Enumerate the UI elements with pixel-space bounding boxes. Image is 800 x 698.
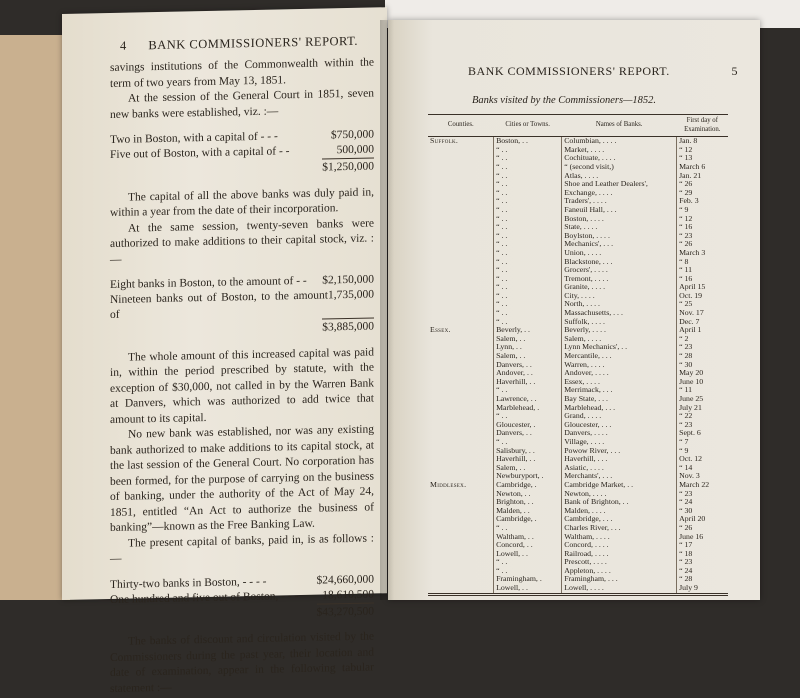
- exam-date-cell: “ 16: [677, 223, 728, 232]
- bank-name-cell: Lynn Mechanics', . .: [562, 343, 677, 352]
- county-cell: [428, 412, 494, 421]
- bank-name-cell: “ (second visit,): [562, 163, 677, 172]
- present-capital-amount: $24,660,000: [316, 572, 374, 587]
- present-capital-label: One hundred and five out of Boston, - - -: [110, 589, 299, 606]
- bank-name-cell: Merchants', . . .: [562, 472, 677, 481]
- bank-name-cell: Essex, . . . .: [562, 378, 677, 387]
- county-cell: [428, 258, 494, 267]
- city-cell: “ . .: [494, 154, 562, 163]
- county-cell: [428, 438, 494, 447]
- exam-date-cell: Sept. 6: [677, 429, 728, 438]
- city-cell: “ . .: [494, 318, 562, 327]
- exam-date-cell: “ 11: [677, 386, 728, 395]
- new-banks-label: Two in Boston, with a capital of - - -: [110, 130, 278, 146]
- bank-name-cell: Railroad, . . . .: [562, 550, 677, 559]
- exam-date-cell: “ 11: [677, 266, 728, 275]
- city-cell: Salisbury, . .: [494, 447, 562, 456]
- county-cell: [428, 300, 494, 309]
- banks-table-body: [428, 137, 728, 594]
- city-cell: “ . .: [494, 232, 562, 241]
- bank-name-cell: Malden, . . . .: [562, 507, 677, 516]
- exam-date-cell: Oct. 19: [677, 292, 728, 301]
- bank-name-cell: Mechanics', . . .: [562, 240, 677, 249]
- right-head-title: BANK COMMISSIONERS' REPORT.: [468, 64, 670, 78]
- present-capital-list: [110, 572, 374, 625]
- bank-name-cell: Powow River, . . .: [562, 447, 677, 456]
- bank-name-cell: Salem, . . . .: [562, 335, 677, 344]
- bank-name-cell: Concord, . . . .: [562, 541, 677, 550]
- left-head-title: BANK COMMISSIONERS' REPORT.: [148, 33, 358, 53]
- county-cell: Suffolk.: [430, 136, 459, 146]
- increase-banks-amount: 1,735,000: [328, 288, 374, 302]
- bank-name-cell: Faneuil Hall, . . .: [562, 206, 677, 215]
- exam-date-cell: “ 2: [677, 335, 728, 344]
- county-cell: [428, 206, 494, 215]
- county-cell: [428, 249, 494, 258]
- para-increase: At the same session, twenty-seven banks were authorized to make additions to their capital stock, viz. :—: [110, 216, 374, 266]
- exam-date-cell: “ 8: [677, 258, 728, 267]
- county-cell: [428, 197, 494, 206]
- exam-date-cell: Nov. 3: [677, 472, 728, 481]
- bank-name-cell: Granite, . . . .: [562, 283, 677, 292]
- city-cell: “ . .: [494, 292, 562, 301]
- city-cell: Concord, . .: [494, 541, 562, 550]
- exam-date-cell: “ 23: [677, 232, 728, 241]
- exam-date-cell: “ 28: [677, 575, 728, 584]
- city-cell: “ . .: [494, 309, 562, 318]
- bank-name-cell: Boston, . . . .: [562, 215, 677, 224]
- city-cell: Salem, . .: [494, 464, 562, 473]
- city-cell: “ . .: [494, 172, 562, 181]
- county-cell: [428, 541, 494, 550]
- city-cell: Marblehead, .: [494, 404, 562, 413]
- county-cell: Middlesex.: [430, 479, 467, 489]
- exam-date-cell: Feb. 3: [677, 197, 728, 206]
- bank-name-cell: Cambridge Market, . .: [562, 481, 677, 490]
- exam-date-cell: “ 25: [677, 300, 728, 309]
- bank-name-cell: Beverly, . . . .: [562, 326, 677, 335]
- city-cell: Haverhill, . .: [494, 455, 562, 464]
- city-cell: “ . .: [494, 180, 562, 189]
- exam-date-cell: Dec. 7: [677, 318, 728, 327]
- county-cell: [428, 266, 494, 275]
- para-intro: savings institutions of the Commonwealth within the term of two years from May 13, 1851.: [110, 56, 374, 90]
- county-cell: [428, 490, 494, 499]
- city-cell: “ . .: [494, 163, 562, 172]
- city-cell: Boston, . .: [494, 137, 562, 146]
- bank-name-cell: Cambridge, . . .: [562, 515, 677, 524]
- exam-date-cell: April 1: [677, 326, 728, 335]
- table-title: Banks visited by the Commissioners—1852.: [472, 95, 657, 106]
- city-cell: Gloucester, .: [494, 421, 562, 430]
- county-cell: [428, 223, 494, 232]
- city-cell: Malden, . .: [494, 507, 562, 516]
- exam-date-cell: “ 26: [677, 180, 728, 189]
- city-cell: “ . .: [494, 283, 562, 292]
- exam-date-cell: July 9: [677, 584, 728, 594]
- exam-date-cell: Oct. 12: [677, 455, 728, 464]
- county-cell: [428, 215, 494, 224]
- exam-date-cell: “ 23: [677, 343, 728, 352]
- table-header-row: [428, 115, 728, 137]
- county-cell: [428, 524, 494, 533]
- exam-date-cell: “ 12: [677, 215, 728, 224]
- exam-date-cell: “ 23: [677, 558, 728, 567]
- present-capital-amount: 18,610,500: [322, 587, 374, 602]
- county-cell: [428, 584, 494, 594]
- county-cell: [428, 421, 494, 430]
- bank-name-cell: North, . . . .: [562, 300, 677, 309]
- col-cities: Cities or Towns.: [494, 115, 562, 137]
- bank-name-cell: Union, . . . .: [562, 249, 677, 258]
- exam-date-cell: “ 24: [677, 567, 728, 576]
- exam-date-cell: “ 26: [677, 240, 728, 249]
- new-banks-amount: $750,000: [330, 128, 374, 142]
- bank-name-cell: Tremont, . . . .: [562, 275, 677, 284]
- background-left-strip: [0, 35, 70, 600]
- city-cell: Cambridge, .: [494, 515, 562, 524]
- bank-name-cell: Asiatic, . . . .: [562, 464, 677, 473]
- county-cell: [428, 386, 494, 395]
- city-cell: Framingham, .: [494, 575, 562, 584]
- city-cell: Waltham, . .: [494, 533, 562, 542]
- bank-name-cell: Mercantile, . . .: [562, 352, 677, 361]
- county-cell: [428, 283, 494, 292]
- city-cell: “ . .: [494, 197, 562, 206]
- bank-name-cell: Bank of Brighton, . .: [562, 498, 677, 507]
- city-cell: “ . .: [494, 558, 562, 567]
- city-cell: “ . .: [494, 412, 562, 421]
- city-cell: Danvers, . .: [494, 429, 562, 438]
- bank-name-cell: Charles River, . . .: [562, 524, 677, 533]
- bank-name-cell: Framingham, . . .: [562, 575, 677, 584]
- city-cell: “ . .: [494, 258, 562, 267]
- bank-name-cell: Suffolk, . . . .: [562, 318, 677, 327]
- city-cell: Danvers, . .: [494, 361, 562, 370]
- para-present: The present capital of banks, paid in, is as follows :—: [110, 531, 374, 565]
- exam-date-cell: “ 14: [677, 464, 728, 473]
- bank-name-cell: Appleton, . . . .: [562, 567, 677, 576]
- right-page-number: 5: [731, 64, 738, 78]
- bank-name-cell: Warren, . . . .: [562, 361, 677, 370]
- increase-banks-label: Nineteen banks out of Boston, to the amount of: [110, 289, 328, 321]
- bank-name-cell: Bay State, . . .: [562, 395, 677, 404]
- county-cell: [428, 575, 494, 584]
- exam-date-cell: “ 9: [677, 206, 728, 215]
- exam-date-cell: “ 24: [677, 498, 728, 507]
- county-cell: [428, 498, 494, 507]
- exam-date-cell: June 10: [677, 378, 728, 387]
- bank-name-cell: Grocers', . . . .: [562, 266, 677, 275]
- bank-name-cell: State, . . . .: [562, 223, 677, 232]
- exam-date-cell: Jan. 21: [677, 172, 728, 181]
- city-cell: Lynn, . .: [494, 343, 562, 352]
- para-paid: The capital of all the above banks was duly paid in, within a year from the date of their incorporation.: [110, 185, 374, 219]
- city-cell: Lowell, . .: [494, 550, 562, 559]
- exam-date-cell: “ 18: [677, 550, 728, 559]
- city-cell: “ . .: [494, 524, 562, 533]
- exam-date-cell: “ 28: [677, 352, 728, 361]
- city-cell: “ . .: [494, 215, 562, 224]
- col-banks: Names of Banks.: [562, 115, 677, 137]
- county-cell: [428, 361, 494, 370]
- bank-name-cell: Danvers, . . . .: [562, 429, 677, 438]
- county-cell: [428, 154, 494, 163]
- county-cell: [428, 550, 494, 559]
- bank-name-cell: Shoe and Leather Dealers',: [562, 180, 677, 189]
- exam-date-cell: “ 17: [677, 541, 728, 550]
- bank-name-cell: Grand, . . . .: [562, 412, 677, 421]
- new-banks-amount: 500,000: [336, 143, 374, 157]
- county-cell: [428, 404, 494, 413]
- right-page: [388, 20, 760, 600]
- new-banks-list: [110, 127, 374, 180]
- bank-name-cell: Traders', . . . .: [562, 197, 677, 206]
- city-cell: “ . .: [494, 567, 562, 576]
- exam-date-cell: March 6: [677, 163, 728, 172]
- left-page-number: 4: [120, 38, 127, 53]
- county-cell: [428, 567, 494, 576]
- county-cell: [428, 558, 494, 567]
- county-cell: Essex.: [430, 325, 451, 335]
- county-cell: [428, 455, 494, 464]
- city-cell: “ . .: [494, 386, 562, 395]
- county-cell: [428, 447, 494, 456]
- city-cell: “ . .: [494, 300, 562, 309]
- bank-name-cell: Exchange, . . . .: [562, 189, 677, 198]
- city-cell: Haverhill, . .: [494, 378, 562, 387]
- bank-name-cell: Prescott, . . . .: [562, 558, 677, 567]
- exam-date-cell: May 20: [677, 369, 728, 378]
- col-counties: Counties.: [428, 115, 494, 137]
- exam-date-cell: “ 12: [677, 146, 728, 155]
- exam-date-cell: “ 16: [677, 275, 728, 284]
- county-cell: [428, 189, 494, 198]
- county-cell: [428, 343, 494, 352]
- book-gutter: [380, 20, 394, 600]
- city-cell: Newburyport, .: [494, 472, 562, 481]
- county-cell: [428, 352, 494, 361]
- county-cell: [428, 515, 494, 524]
- county-cell: [428, 507, 494, 516]
- city-cell: Andover, . .: [494, 369, 562, 378]
- exam-date-cell: “ 29: [677, 189, 728, 198]
- col-date: First day of Examination.: [677, 115, 728, 137]
- para-nonew: No new bank was established, nor was any existing bank authorized to make additions to its capital stock, at the last session of the General Court. No corporation has been formed, for the purpose of carrying on the business of banking, under the authority of the Act of May 24, 1851, entitled “An Act to authorize the business of banking”—known as the Free Banking Law.: [110, 423, 374, 534]
- bank-name-cell: Lowell, . . . .: [562, 584, 677, 594]
- city-cell: “ . .: [494, 189, 562, 198]
- exam-date-cell: “ 13: [677, 154, 728, 163]
- city-cell: “ . .: [494, 266, 562, 275]
- county-cell: [428, 464, 494, 473]
- county-cell: [428, 378, 494, 387]
- exam-date-cell: June 25: [677, 395, 728, 404]
- city-cell: “ . .: [494, 275, 562, 284]
- exam-date-cell: “ 30: [677, 361, 728, 370]
- increase-banks-label: Eight banks in Boston, to the amount of - -: [110, 274, 307, 291]
- bank-name-cell: Newton, . . . .: [562, 490, 677, 499]
- bank-name-cell: Massachusetts, . . .: [562, 309, 677, 318]
- county-cell: [428, 180, 494, 189]
- county-cell: [428, 163, 494, 172]
- county-cell: [428, 275, 494, 284]
- city-cell: “ . .: [494, 206, 562, 215]
- present-capital-label: Thirty-two banks in Boston, - - - -: [110, 575, 267, 591]
- right-running-head: [468, 64, 738, 79]
- county-cell: [428, 146, 494, 155]
- city-cell: Newton, . .: [494, 490, 562, 499]
- exam-date-cell: “ 30: [677, 507, 728, 516]
- exam-date-cell: July 21: [677, 404, 728, 413]
- bank-name-cell: Marblehead, . . .: [562, 404, 677, 413]
- new-banks-label: Five out of Boston, with a capital of - -: [110, 145, 290, 161]
- county-cell: [428, 429, 494, 438]
- bank-name-cell: Market, . . . .: [562, 146, 677, 155]
- exam-date-cell: “ 26: [677, 524, 728, 533]
- new-banks-total: $1,250,000: [322, 157, 374, 176]
- exam-date-cell: Nov. 17: [677, 309, 728, 318]
- exam-date-cell: Jan. 8: [677, 137, 728, 146]
- para-session: At the session of the General Court in 1851, seven new banks were established, viz. :—: [110, 87, 374, 121]
- county-cell: [428, 172, 494, 181]
- bank-name-cell: Columbian, . . . .: [562, 137, 677, 146]
- bank-name-cell: Blackstone, . . .: [562, 258, 677, 267]
- bank-name-cell: Merrimack, . . .: [562, 386, 677, 395]
- exam-date-cell: “ 22: [677, 412, 728, 421]
- exam-date-cell: April 20: [677, 515, 728, 524]
- banks-table: [428, 114, 728, 596]
- left-body: [110, 55, 374, 697]
- exam-date-cell: April 15: [677, 283, 728, 292]
- county-cell: [428, 292, 494, 301]
- city-cell: Salem, . .: [494, 335, 562, 344]
- present-capital-total: $43,270,500: [317, 602, 375, 621]
- city-cell: “ . .: [494, 240, 562, 249]
- bank-name-cell: Boylston, . . . .: [562, 232, 677, 241]
- city-cell: “ . .: [494, 438, 562, 447]
- city-cell: Cambridge, .: [494, 481, 562, 490]
- para-whole: The whole amount of this increased capital was paid in, within the period prescribed by statute, with the exception of $30,000, not called in by the Warren Bank at Danvers, which was authorized to add twice that amount to its capital.: [110, 345, 374, 426]
- city-cell: Beverly, . .: [494, 326, 562, 335]
- county-cell: [428, 335, 494, 344]
- city-cell: Salem, . .: [494, 352, 562, 361]
- county-cell: [428, 240, 494, 249]
- bank-name-cell: Haverhill, . . .: [562, 455, 677, 464]
- bank-name-cell: Gloucester, . . .: [562, 421, 677, 430]
- increase-banks-total: $3,885,000: [322, 317, 374, 336]
- table-row: [428, 584, 728, 594]
- city-cell: Lawrence, . .: [494, 395, 562, 404]
- city-cell: “ . .: [494, 223, 562, 232]
- exam-date-cell: “ 7: [677, 438, 728, 447]
- bank-name-cell: City, . . . .: [562, 292, 677, 301]
- bank-name-cell: Waltham, . . . .: [562, 533, 677, 542]
- left-running-head: [120, 34, 358, 54]
- bank-name-cell: Cochituate, . . . .: [562, 154, 677, 163]
- city-cell: Brighton, . .: [494, 498, 562, 507]
- exam-date-cell: “ 9: [677, 447, 728, 456]
- left-page: [62, 7, 387, 695]
- county-cell: [428, 369, 494, 378]
- county-cell: [428, 533, 494, 542]
- city-cell: Lowell, . .: [494, 584, 562, 594]
- exam-date-cell: June 16: [677, 533, 728, 542]
- bank-name-cell: Andover, . . . .: [562, 369, 677, 378]
- exam-date-cell: “ 23: [677, 490, 728, 499]
- bank-name-cell: Atlas, . . . .: [562, 172, 677, 181]
- exam-date-cell: “ 23: [677, 421, 728, 430]
- county-cell: [428, 309, 494, 318]
- para-discount: The banks of discount and circulation visited by the Commissioners during the past year, their location and date of examination, appear in the following tabular statement :—: [110, 630, 374, 695]
- exam-date-cell: March 22: [677, 481, 728, 490]
- bank-name-cell: Village, . . . .: [562, 438, 677, 447]
- city-cell: “ . .: [494, 249, 562, 258]
- county-cell: [428, 395, 494, 404]
- increase-banks-amount: $2,150,000: [322, 273, 374, 287]
- county-cell: [428, 232, 494, 241]
- exam-date-cell: March 3: [677, 249, 728, 258]
- increase-banks-list: [110, 272, 374, 340]
- city-cell: “ . .: [494, 146, 562, 155]
